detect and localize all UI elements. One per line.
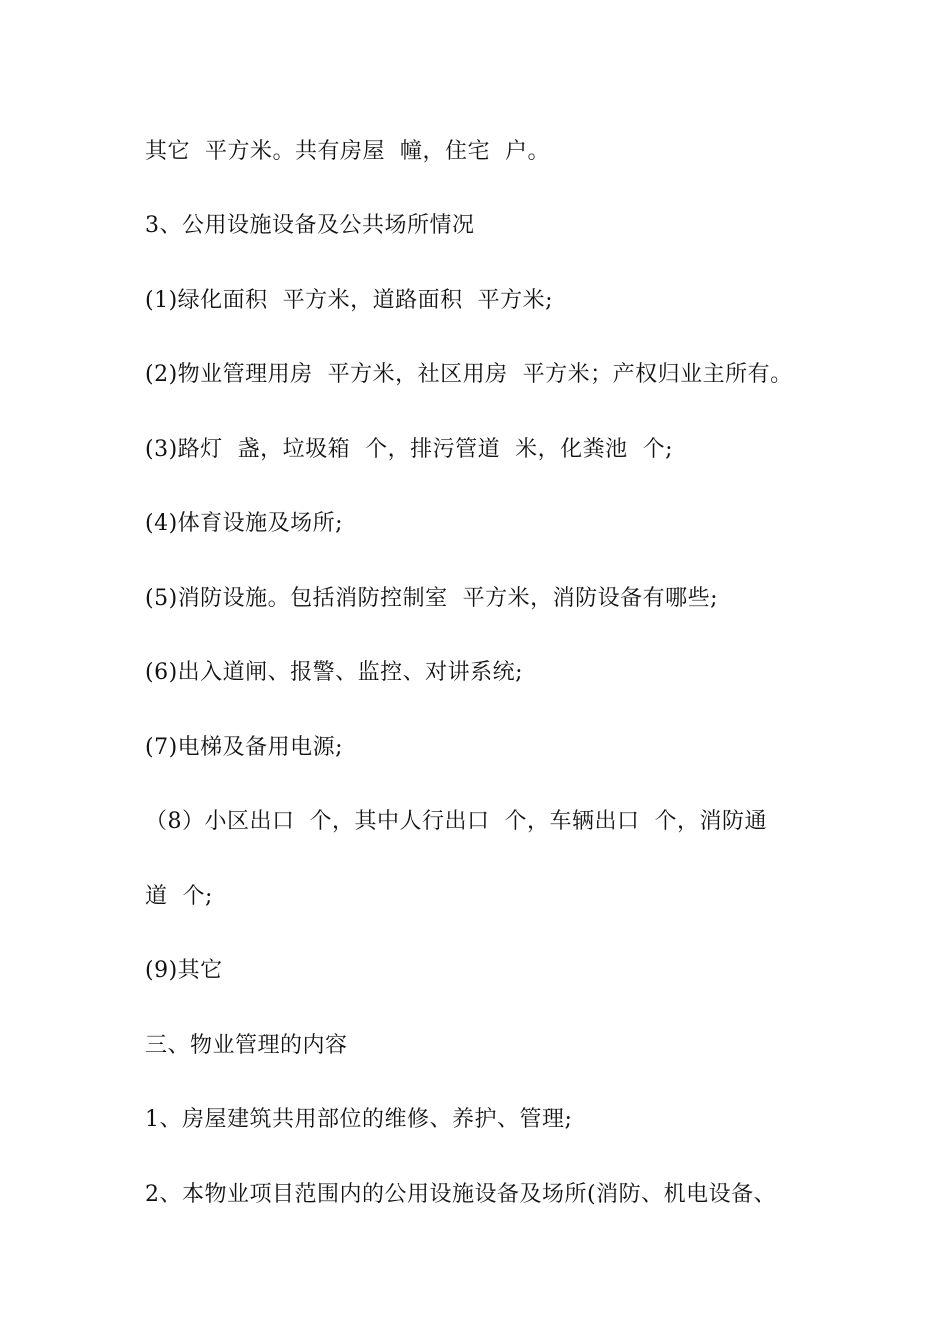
text-line-gate-security: (6)出入道闸、报警、监控、对讲系统; [145,660,524,685]
text-line-community-exits: （8）小区出口 个，其中人行出口 个，车辆出口 个，消防通 [145,809,767,834]
text-line-elevator-power: (7)电梯及备用电源; [145,735,344,760]
text-line-facility-maintenance: 2、本物业项目范围内的公用设施设备及场所(消防、机电设备、 [145,1182,777,1207]
text-line-sports-facilities: (4)体育设施及场所; [145,511,344,536]
text-line-fire-facilities: (5)消防设施。包括消防控制室 平方米，消防设备有哪些; [145,586,719,611]
text-line-fire-lanes: 道 个; [145,884,213,909]
text-line-building-maintenance: 1、房屋建筑共用部位的维修、养护、管理; [145,1107,573,1132]
section-heading-public-facilities: 3、公用设施设备及公共场所情况 [145,213,475,238]
text-line-others: (9)其它 [145,958,223,983]
text-line-street-lamps: (3)路灯 盏，垃圾箱 个，排污管道 米，化粪池 个; [145,437,674,462]
text-line-management-rooms: (2)物业管理用房 平方米，社区用房 平方米；产权归业主所有。 [145,362,793,387]
text-line-building-count: 其它 平方米。共有房屋 幢，住宅 户。 [145,139,550,164]
text-line-green-road-area: (1)绿化面积 平方米，道路面积 平方米; [145,288,554,313]
section-heading-management-content: 三、物业管理的内容 [145,1033,348,1058]
